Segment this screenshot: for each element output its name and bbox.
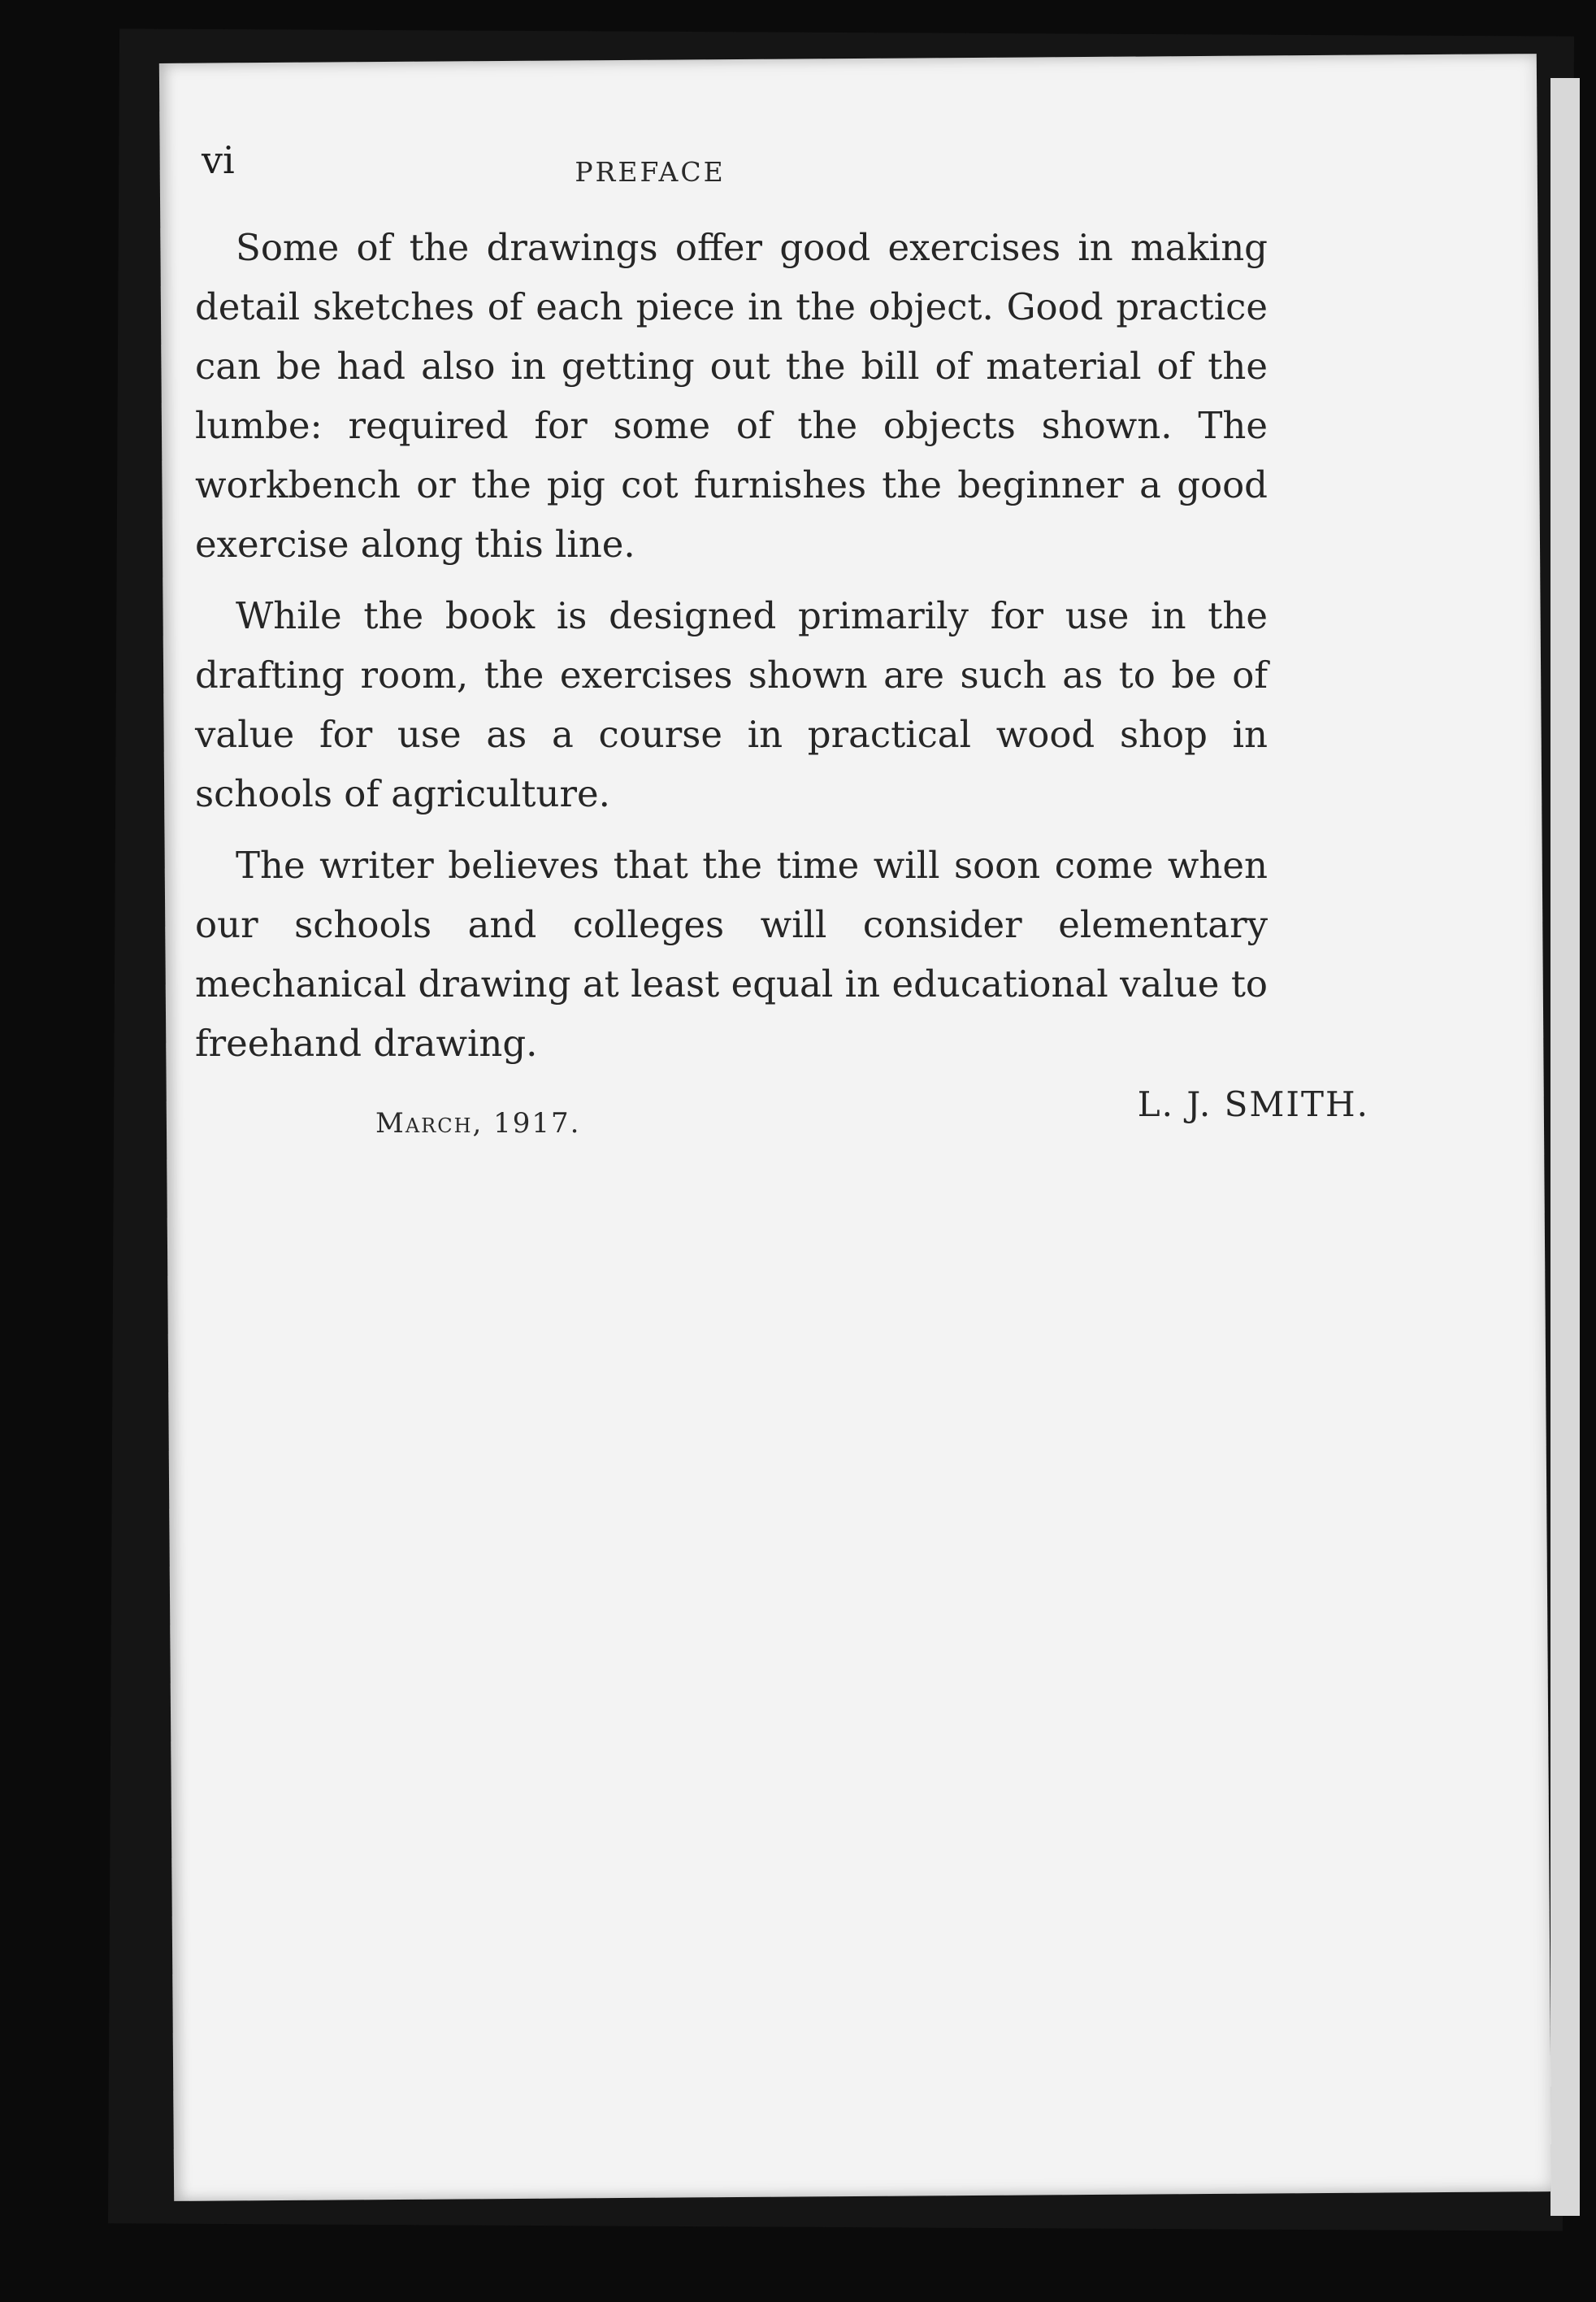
next-page-edge <box>1550 78 1580 2216</box>
dateline: March, 1917. <box>375 1107 581 1140</box>
author-signature: L. J. SMITH. <box>1137 1084 1369 1124</box>
page-number: vi <box>202 138 235 182</box>
paragraph-2: While the book is designed primarily for use in the drafting room, the exercises shown are such as to be of value for use as a course in practical wood shop in schools of agriculture. <box>195 594 1268 815</box>
running-head: PREFACE <box>575 156 726 188</box>
paragraph-3: The writer believes that the time will soon come when our schools and colleges will consider elementary mechanical drawing at least equal in educational value to freehand drawing. <box>195 844 1268 1065</box>
paragraph-1: Some of the drawings offer good exercises in making detail sketches of each piece in the object. Good practice can be had also in getting out the bill of material of the lumbe: required for some of the objects shown. The workbench or the pig cot furnishes the beginner a good exercise along this line. <box>195 226 1268 566</box>
preface-body <box>195 218 1268 1085</box>
